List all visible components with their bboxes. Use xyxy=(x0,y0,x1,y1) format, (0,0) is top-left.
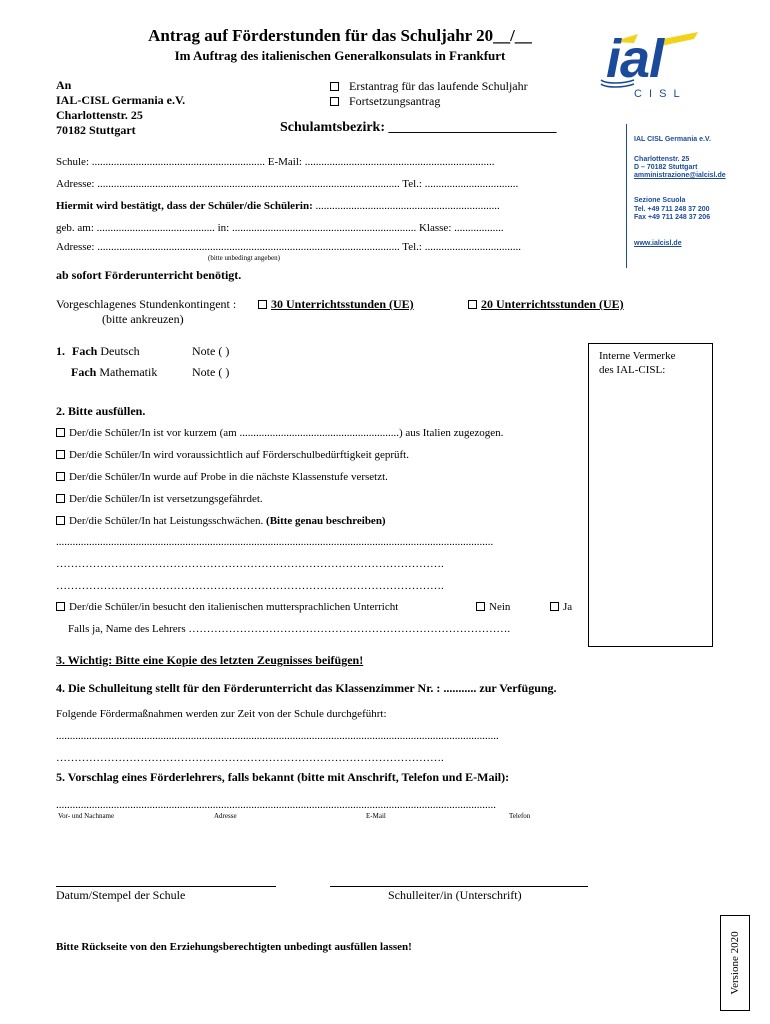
fach-row-mathe xyxy=(71,365,157,380)
check-foerderschul[interactable] xyxy=(56,449,409,461)
sidebar-divider xyxy=(626,124,627,268)
lehrer-field[interactable]: Falls ja, Name des Lehrers ……………………………………………………………………………. xyxy=(68,623,511,635)
ab-sofort: ab sofort Förderunterricht benötigt. xyxy=(56,268,242,282)
section3-title: 3. Wichtig: Bitte eine Kopie des letzten Zeugnisses beifügen! xyxy=(56,653,364,667)
teacher-col-name: Vor- und Nachname xyxy=(58,812,115,820)
checkbox-first[interactable] xyxy=(330,82,339,91)
section4-text: Folgende Fördermaßnahmen werden zur Zeit von der Schule durchgeführt: xyxy=(56,708,387,720)
fach-row1-note[interactable]: Note ( ) xyxy=(192,344,230,358)
check-zugezogen[interactable] xyxy=(56,427,503,439)
adresse-student-field[interactable]: Adresse: .............................................................................................................. Tel.: ................................... xyxy=(56,241,521,253)
option-continuation[interactable] xyxy=(330,94,440,109)
checkbox-versetzung[interactable] xyxy=(56,494,65,503)
check-leistung[interactable] xyxy=(56,515,386,527)
fach-row2-subject: Mathematik xyxy=(99,365,158,379)
checkbox-foerderschul[interactable] xyxy=(56,450,65,459)
schulamt-field[interactable]: Schulamtsbezirk: ________________________ xyxy=(280,120,557,135)
logo-word: ial xyxy=(606,29,664,89)
describe-line-1[interactable]: ............................................................................................................................................................... xyxy=(56,536,494,548)
teacher-col-phone: Telefon xyxy=(509,812,531,820)
checkbox-30[interactable] xyxy=(258,300,267,309)
option-nein-label: Nein xyxy=(489,601,511,613)
checkbox-ja[interactable] xyxy=(550,602,559,611)
note-small: (bitte unbedingt angeben) xyxy=(208,254,280,262)
fach-row2-note[interactable]: Note ( ) xyxy=(192,365,230,379)
describe-line-2[interactable]: ……………………………………………………………………………………………. xyxy=(56,558,444,570)
option-nein[interactable] xyxy=(476,601,510,613)
kontingent-20-label: 20 Unterrichtsstunden (UE) xyxy=(481,297,624,311)
measures-line-2[interactable]: ……………………………………………………………………………………………. xyxy=(56,752,444,764)
logo-sub: C I S L xyxy=(634,88,682,100)
check-zugezogen-label: Der/die Schüler/In ist vor kurzem (am ..........................................................) aus Italien zugezogen. xyxy=(69,427,504,439)
check-leistung-label: Der/die Schüler/In hat Leistungsschwächen. xyxy=(69,515,264,527)
version-box xyxy=(720,915,750,1011)
checkbox-nein[interactable] xyxy=(476,602,485,611)
footer-note: Bitte Rückseite von den Erziehungsberechtigten unbedingt ausfüllen lassen! xyxy=(56,941,412,953)
intern-line2: des IAL-CISL: xyxy=(599,364,666,376)
teacher-col-email: E-Mail xyxy=(366,812,386,820)
check-mutter-label: Der/die Schüler/in besucht den italienischen muttersprachlichen Unterricht xyxy=(69,601,399,613)
check-versetzung-label: Der/die Schüler/In ist versetzungsgefährdet. xyxy=(69,493,263,505)
kontingent-30[interactable] xyxy=(258,297,414,312)
kontingent-hint: (bitte ankreuzen) xyxy=(102,312,184,326)
sidebar-section: Sezione Scuola xyxy=(634,197,686,204)
check-probe-label: Der/die Schüler/In wurde auf Probe in die nächste Klassenstufe versetzt. xyxy=(69,471,388,483)
signature-line-left[interactable] xyxy=(56,886,276,887)
kontingent-30-label: 30 Unterrichtsstunden (UE) xyxy=(271,297,414,311)
checkbox-continuation[interactable] xyxy=(330,97,339,106)
fach-row1-subject: Deutsch xyxy=(100,344,140,358)
sidebar-org: IAL CISL Germania e.V. xyxy=(634,136,711,143)
measures-line-1[interactable]: ................................................................................................................................................................. xyxy=(56,730,499,742)
checkbox-leistung[interactable] xyxy=(56,516,65,525)
form-subtitle: Im Auftrag des italienischen Generalkonsulats in Frankfurt xyxy=(174,48,506,63)
check-probe[interactable] xyxy=(56,471,388,483)
bestaetigt-field[interactable] xyxy=(56,200,500,212)
intern-line1: Interne Vermerke xyxy=(599,350,676,362)
section4-title: 4. Die Schulleitung stellt für den Förderunterricht das Klassenzimmer Nr. : ........... zur Verfügung. xyxy=(56,681,557,695)
check-foerderschul-label: Der/die Schüler/In wird voraussichtlich auf Förderschulbedürftigkeit geprüft. xyxy=(69,449,409,461)
kontingent-20[interactable] xyxy=(468,297,624,312)
adresse-school-field[interactable]: Adresse: .............................................................................................................. Tel.: .................................. xyxy=(56,178,519,190)
bestaetigt-label: Hiermit wird bestätigt, dass der Schüler/die Schülerin: xyxy=(56,200,313,212)
checkbox-zugezogen[interactable] xyxy=(56,428,65,437)
sidebar-street: Charlottenstr. 25 xyxy=(634,156,690,163)
option-continuation-label: Fortsetzungsantrag xyxy=(349,94,441,108)
option-first[interactable] xyxy=(330,79,528,94)
check-leistung-hint: (Bitte genau beschreiben) xyxy=(266,515,386,527)
fach-row1-num: 1. xyxy=(56,344,65,358)
check-versetzung[interactable] xyxy=(56,493,263,505)
schule-email-field[interactable]: Schule: ............................................................... E-Mail: ..................................................................... xyxy=(56,156,495,168)
check-mutter[interactable] xyxy=(56,601,398,613)
kontingent-label: Vorgeschlagenes Stundenkontingent : xyxy=(56,297,237,311)
sidebar-fax: Fax +49 711 248 37 206 xyxy=(634,214,711,221)
version-label: Versione 2020 xyxy=(729,931,741,995)
address-an: An xyxy=(56,78,72,92)
ial-logo xyxy=(598,30,708,110)
bestaetigt-dots: ................................................................... xyxy=(312,200,500,212)
address-street: Charlottenstr. 25 xyxy=(56,108,143,122)
section2-title: 2. Bitte ausfüllen. xyxy=(56,404,146,418)
fach-row2-fach: Fach xyxy=(71,365,97,379)
geb-field[interactable]: geb. am: ........................................... in: ................................................................... Klasse: .................. xyxy=(56,222,504,234)
signature-line-right[interactable] xyxy=(330,886,588,887)
checkbox-mutter[interactable] xyxy=(56,602,65,611)
describe-line-3[interactable]: ……………………………………………………………………………………………. xyxy=(56,580,444,592)
form-title: Antrag auf Förderstunden für das Schuljahr 20__/__ xyxy=(148,26,532,45)
teacher-col-address: Adresse xyxy=(214,812,237,820)
sidebar-email-link[interactable]: amministrazione@ialcisl.de xyxy=(634,172,726,179)
sidebar-city: D – 70182 Stuttgart xyxy=(634,164,698,171)
option-ja-label: Ja xyxy=(563,601,573,613)
fach-row-deutsch xyxy=(56,344,140,359)
checkbox-probe[interactable] xyxy=(56,472,65,481)
teacher-line[interactable]: ................................................................................................................................................................ xyxy=(56,799,496,811)
signature-left-label: Datum/Stempel der Schule xyxy=(56,888,186,902)
signature-right-label: Schulleiter/in (Unterschrift) xyxy=(388,888,522,902)
address-org: IAL-CISL Germania e.V. xyxy=(56,93,186,107)
checkbox-20[interactable] xyxy=(468,300,477,309)
sidebar-tel: Tel. +49 711 248 37 200 xyxy=(634,206,710,213)
option-first-label: Erstantrag für das laufende Schuljahr xyxy=(349,79,528,93)
address-city: 70182 Stuttgart xyxy=(56,123,136,137)
intern-box xyxy=(588,343,713,647)
fach-row1-fach: Fach xyxy=(72,344,98,358)
section5-title: 5. Vorschlag eines Förderlehrers, falls bekannt (bitte mit Anschrift, Telefon und E-Mail): xyxy=(56,770,510,784)
option-ja[interactable] xyxy=(550,601,572,613)
sidebar-web-link[interactable]: www.ialcisl.de xyxy=(634,240,682,247)
